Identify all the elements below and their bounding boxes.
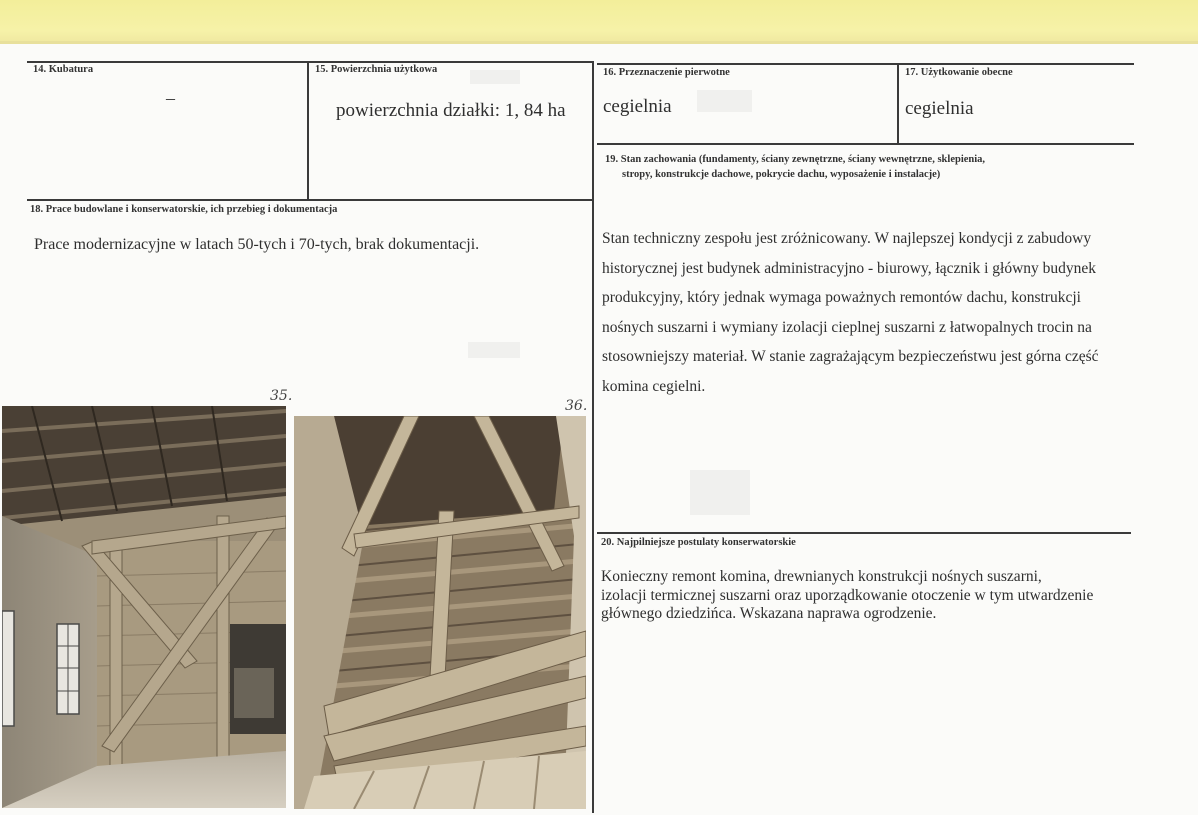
field-20-line: Konieczny remont komina, drewnianych konstrukcji nośnych suszarni,	[601, 568, 1042, 585]
yellow-header-band	[0, 0, 1198, 44]
field-18-label: 18. Prace budowlane i konserwatorskie, ich przebieg i dokumentacja	[30, 204, 338, 215]
field-14-label: 14. Kubatura	[33, 64, 94, 75]
field-20-line: głównego dziedzińca. Wskazana naprawa ogrodzenie.	[601, 605, 937, 622]
field-16-value: cegielnia	[603, 96, 672, 117]
field-19-label-cont: stropy, konstrukcje dachowe, pokrycie dachu, wyposażenie i instalacje)	[622, 169, 941, 180]
form-rule	[27, 199, 593, 201]
field-19-label: 19. Stan zachowania (fundamenty, ściany zewnętrzne, ściany wewnętrzne, sklepienia,	[605, 154, 986, 165]
photo-35-image	[2, 406, 286, 808]
field-19-line: produkcyjny, który jednak wymaga poważnych remontów dachu, konstrukcji	[602, 289, 1081, 306]
field-19-line: nośnych suszarni i wymiany izolacji cieplnej suszarni z łatwopalnych trocin na	[602, 318, 1092, 336]
scan-smudge	[690, 470, 750, 515]
photo-36-image	[294, 416, 586, 809]
field-15-label: 15. Powierzchnia użytkowa	[315, 64, 438, 75]
scan-smudge	[697, 90, 752, 112]
field-14-value: –	[166, 88, 175, 108]
field-19-line: stosowniejszy materiał. W stanie zagrażającym bezpieczeństwu jest górna część	[602, 348, 1099, 365]
form-rule	[597, 143, 1134, 145]
field-20-text	[601, 568, 1093, 624]
field-17-value: cegielnia	[905, 98, 974, 119]
field-20-label: 20. Najpilniejsze postulaty konserwatorskie	[601, 537, 796, 548]
field-19-line: historycznej jest budynek administracyjno - biurowy, łącznik i główny budynek	[602, 259, 1097, 277]
field-17-label: 17. Użytkowanie obecne	[905, 67, 1013, 78]
photo-36-number: 36.	[565, 398, 588, 414]
photo-35	[2, 406, 286, 808]
form-rule	[897, 63, 899, 143]
field-20-line: izolacji termicznej suszarni oraz uporządkowanie otoczenie w tym utwardzenie	[601, 586, 1094, 604]
form-rule	[307, 61, 309, 199]
photo-35-number: 35.	[270, 388, 293, 404]
scan-smudge	[468, 342, 520, 358]
field-18-value: Prace modernizacyjne w latach 50-tych i 70-tych, brak dokumentacji.	[34, 236, 480, 253]
form-rule	[597, 63, 1134, 65]
form-rule	[597, 532, 1131, 534]
photo-36	[294, 416, 586, 809]
field-19-text	[602, 224, 1099, 401]
scan-smudge	[470, 70, 520, 84]
field-15-value: powierzchnia działki: 1, 84 ha	[336, 100, 566, 121]
form-rule	[592, 61, 594, 813]
field-19-line: komina cegielni.	[602, 377, 706, 395]
form-rule	[27, 61, 593, 63]
field-19-line: Stan techniczny zespołu jest zróżnicowany. W najlepszej kondycji z zabudowy	[602, 230, 1092, 247]
field-16-label: 16. Przeznaczenie pierwotne	[603, 67, 730, 78]
